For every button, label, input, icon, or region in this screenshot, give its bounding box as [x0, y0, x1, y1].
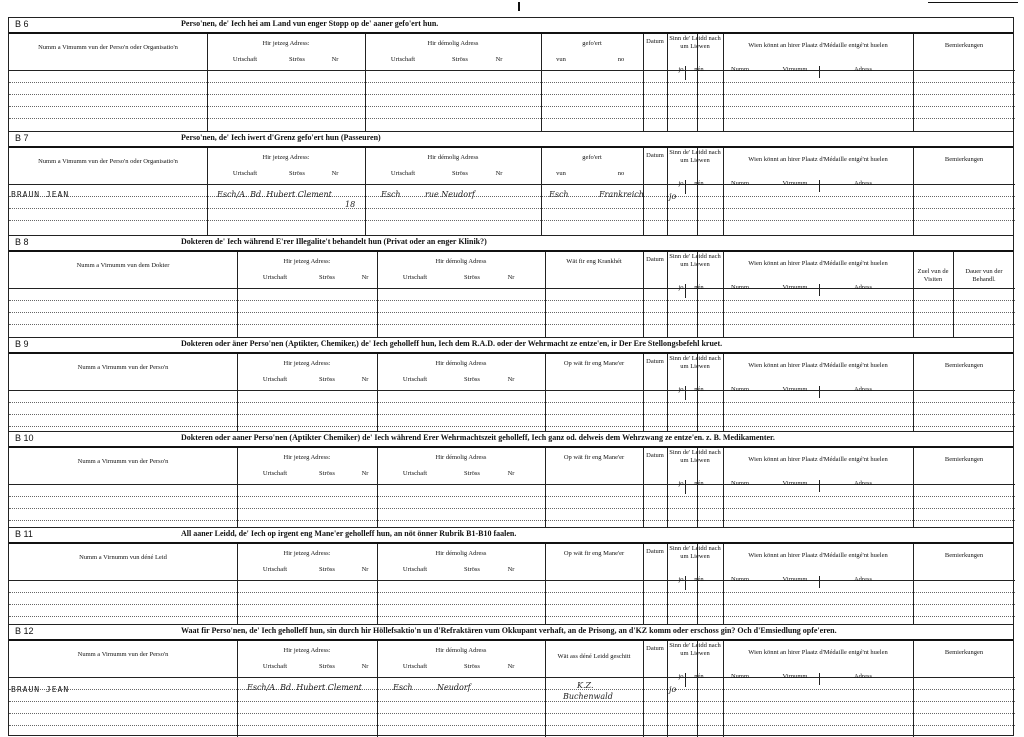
street-header: Ströss: [464, 376, 480, 383]
no-header: nén: [694, 673, 704, 680]
medal-divider: [819, 673, 820, 685]
medal-name-header: Numm: [730, 66, 750, 73]
entry-line: [9, 592, 1015, 593]
name-header: Numm a Virnumm vun der Perso'n: [77, 364, 169, 371]
medal-divider: [819, 480, 820, 492]
section-title: Waat fir Perso'nen, de' Iech geholleff hun, sin durch hir Höllefsaktio'n un d'Refraktären vum Okkupant verhaft, an de Prisong, an d'KZ komm oder erschoss gin? Och d'Emsiedlung opfe'eren.: [181, 626, 837, 635]
entry-line: [9, 414, 1015, 415]
handwritten-from: Esch: [549, 190, 569, 199]
entry-line: [9, 324, 1015, 325]
town-header: Urtschaft: [402, 274, 428, 281]
section-b6: [8, 17, 1014, 131]
nr-header: Nr: [331, 170, 339, 177]
suffered-header: Sinn de' Leidd nach um Liewen: [669, 545, 721, 560]
no-header: nén: [694, 180, 704, 187]
current-address-header: Hir jetzeg Adress:: [283, 258, 331, 265]
column-divider: [913, 252, 914, 338]
medal-address-header: Adress: [853, 673, 873, 680]
name-header: Numm a Virnumm vun der Perso'n: [77, 458, 169, 465]
town-header: Urtschaft: [262, 470, 288, 477]
medal-name-header: Numm: [730, 576, 750, 583]
entry-line: [9, 520, 1015, 521]
handwritten-yes: jo: [669, 685, 677, 694]
yes-header: jo: [678, 66, 684, 73]
suffered-header: Sinn de' Leidd nach um Liewen: [669, 355, 721, 370]
current-address-header: Hir jetzeg Adress:: [262, 40, 310, 47]
current-address-header: Hir jetzeg Adress:: [283, 647, 331, 654]
suffered-what-header: Wät ass déné Leidd geschitt: [557, 653, 631, 660]
former-address-header: Hir démolig Adress: [435, 360, 487, 367]
yes-header: jo: [678, 480, 684, 487]
remarks-header: Bemierkungen: [944, 42, 984, 49]
medal-header: Wien könnt an hirer Plaatz d'Médaille entgé'nt huelen: [748, 552, 888, 559]
handwritten-camp: K.Z.: [577, 681, 594, 690]
current-address-header: Hir jetzeg Adress:: [283, 454, 331, 461]
column-divider: [953, 252, 954, 338]
former-address-header: Hir démolig Adress: [435, 550, 487, 557]
handwritten-current-address: Esch/A. Bd. Hubert Clement: [247, 683, 362, 692]
medal-first-header: Virnumm: [782, 576, 808, 583]
nr-header: Nr: [507, 566, 515, 573]
yes-header: jo: [678, 284, 684, 291]
remarks-header: Bemierkungen: [944, 456, 984, 463]
remarks-header: Bemierkungen: [944, 362, 984, 369]
section-id: B 7: [15, 133, 29, 143]
handwritten-name: BRAUN JEAN: [11, 685, 70, 694]
no-header: nén: [694, 386, 704, 393]
medal-header: Wien könnt an hirer Plaatz d'Médaille entgé'nt huelen: [748, 260, 888, 267]
street-header: Ströss: [319, 470, 335, 477]
remarks-header: Bemierkungen: [944, 156, 984, 163]
town-header: Urtschaft: [402, 663, 428, 670]
no-header: nén: [694, 480, 704, 487]
handwritten-former-town: Esch: [381, 190, 401, 199]
suffered-header: Sinn de' Leidd nach um Liewen: [669, 35, 721, 50]
section-title-bar: [9, 132, 1013, 148]
medal-address-header: Adress: [853, 576, 873, 583]
former-address-header: Hir démolig Adress: [435, 258, 487, 265]
no-header: nén: [694, 576, 704, 583]
town-header: Urtschaft: [262, 274, 288, 281]
led-header: gefo'ert: [582, 40, 602, 47]
name-header: Numm a Vimumm vun der Perso'n oder Organisatio'n: [38, 158, 178, 165]
section-id: B 12: [15, 626, 34, 636]
medal-divider: [819, 386, 820, 398]
town-header: Urtschaft: [262, 376, 288, 383]
handwritten-camp-name: Buchenwald: [563, 692, 613, 701]
entry-line: [9, 689, 1015, 690]
section-b9: [8, 337, 1014, 431]
handwritten-to: Frankreich: [599, 190, 644, 199]
date-header: Datum: [646, 645, 664, 652]
name-header: Numm a Virnumm vun déné Leid: [79, 554, 167, 561]
visits-header: Zuel vun de Visiten: [917, 268, 949, 283]
entry-line: [9, 94, 1015, 95]
medal-address-header: Adress: [853, 66, 873, 73]
section-title: Perso'nen, de' Iech hei am Land vun enger Stopp op de' aaner gefo'ert hun.: [181, 19, 439, 28]
led-header: gefo'ert: [582, 154, 602, 161]
former-address-header: Hir démolig Adress: [435, 647, 487, 654]
handwritten-former-street: Neudorf: [437, 683, 471, 692]
street-header: Ströss: [319, 376, 335, 383]
section-title: Dokteren oder aaner Perso'nen (Aptikter Chemiker) de' Iech während Erer Wehrmachtszeit geholleff, Iech ganz od. delweis dem Wehrzwang ze entze'en. z. B. Medikamenter.: [181, 433, 775, 442]
medal-address-header: Adress: [853, 180, 873, 187]
former-address-header: Hir démolig Adress: [427, 154, 479, 161]
yes-header: jo: [678, 576, 684, 583]
duration-header: Dauer vun der Behandl.: [965, 268, 1003, 283]
medal-first-header: Virnumm: [782, 386, 808, 393]
town-header: Urtschaft: [402, 376, 428, 383]
section-id: B 6: [15, 19, 29, 29]
medal-address-header: Adress: [853, 386, 873, 393]
medal-header: Wien könnt an hirer Plaatz d'Médaille entgé'nt huelen: [748, 456, 888, 463]
medal-header: Wien könnt an hirer Plaatz d'Médaille entgé'nt huelen: [748, 649, 888, 656]
illness-header: Wät fir eng Krankhét: [566, 258, 622, 265]
nr-header: Nr: [507, 274, 515, 281]
entry-line: [9, 208, 1015, 209]
street-header: Ströss: [452, 170, 468, 177]
street-header: Ströss: [464, 470, 480, 477]
section-id: B 10: [15, 433, 34, 443]
entry-line: [9, 616, 1015, 617]
street-header: Ströss: [464, 566, 480, 573]
entry-line: [9, 312, 1015, 313]
column-divider: [643, 544, 644, 625]
street-header: Ströss: [464, 663, 480, 670]
date-header: Datum: [646, 358, 664, 365]
nr-header: Nr: [361, 274, 369, 281]
nr-header: Nr: [507, 470, 515, 477]
entry-line: [9, 713, 1015, 714]
date-header: Datum: [646, 256, 664, 263]
entry-line: [9, 196, 1015, 197]
medal-divider: [819, 180, 820, 192]
date-header: Datum: [646, 152, 664, 159]
medal-name-header: Numm: [730, 673, 750, 680]
section-title-bar: [9, 625, 1013, 641]
entry-line: [9, 426, 1015, 427]
column-divider: [643, 448, 644, 528]
entry-line: [9, 701, 1015, 702]
medal-first-header: Virnumm: [782, 180, 808, 187]
town-header: Urtschaft: [402, 470, 428, 477]
suffered-header: Sinn de' Leidd nach um Liewen: [669, 449, 721, 464]
street-header: Ströss: [319, 663, 335, 670]
section-title-bar: [9, 236, 1013, 252]
handwritten-former-street: rue Neudorf: [425, 190, 475, 199]
former-address-header: Hir démolig Adress: [427, 40, 479, 47]
to-header: no: [617, 56, 625, 63]
entry-line: [9, 508, 1015, 509]
yes-header: jo: [678, 673, 684, 680]
town-header: Urtschaft: [390, 170, 416, 177]
medal-name-header: Numm: [730, 386, 750, 393]
section-title: Dokteren de' Iech während E'rer Illegalite't behandelt hun (Privat oder an enger Klinik?): [181, 237, 487, 246]
entry-line: [9, 220, 1015, 221]
handwritten-current-address: Esch/A. Bd. Hubert Clement: [217, 190, 332, 199]
current-address-header: Hir jetzeg Adress:: [262, 154, 310, 161]
date-header: Datum: [646, 548, 664, 555]
yes-header: jo: [678, 180, 684, 187]
from-header: vun: [556, 56, 566, 63]
entry-line: [9, 604, 1015, 605]
name-header: Numm a Vimumm vun der Perso'n oder Organisatio'n: [38, 44, 178, 51]
no-header: nén: [694, 284, 704, 291]
town-header: Urtschaft: [390, 56, 416, 63]
medal-first-header: Virnumm: [782, 673, 808, 680]
section-title-bar: [9, 528, 1013, 544]
street-header: Ströss: [452, 56, 468, 63]
to-header: no: [617, 170, 625, 177]
section-b7: [8, 131, 1014, 235]
no-header: nén: [694, 66, 704, 73]
medal-name-header: Numm: [730, 180, 750, 187]
nr-header: Nr: [361, 376, 369, 383]
town-header: Urtschaft: [402, 566, 428, 573]
town-header: Urtschaft: [262, 566, 288, 573]
handwritten-yes: jo: [669, 192, 677, 201]
suffered-header: Sinn de' Leidd nach um Liewen: [669, 149, 721, 164]
medal-address-header: Adress: [853, 480, 873, 487]
medal-divider: [819, 66, 820, 78]
suffered-header: Sinn de' Leidd nach um Liewen: [669, 642, 721, 657]
former-address-header: Hir démolig Adress: [435, 454, 487, 461]
entry-line: [9, 106, 1015, 107]
date-header: Datum: [646, 38, 664, 45]
manner-header: Op wät fir eng Mane'er: [563, 360, 625, 367]
medal-first-header: Virnumm: [782, 284, 808, 291]
section-title-bar: [9, 432, 1013, 448]
street-header: Ströss: [464, 274, 480, 281]
section-title: Perso'nen, de' Iech iwert d'Grenz gefo'ert hun (Passeuren): [181, 133, 381, 142]
section-b8: [8, 235, 1014, 337]
entry-line: [9, 402, 1015, 403]
handwritten-former-town: Esch: [393, 683, 413, 692]
column-divider: [643, 252, 644, 338]
entry-line: [9, 82, 1015, 83]
handwritten-house-number: 18: [345, 200, 356, 209]
entry-line: [9, 725, 1015, 726]
nr-header: Nr: [507, 376, 515, 383]
nr-header: Nr: [331, 56, 339, 63]
town-header: Urtschaft: [262, 663, 288, 670]
nr-header: Nr: [361, 663, 369, 670]
section-id: B 11: [15, 529, 33, 539]
nr-header: Nr: [361, 566, 369, 573]
entry-line: [9, 496, 1015, 497]
yes-header: jo: [678, 386, 684, 393]
street-header: Ströss: [289, 56, 305, 63]
medal-divider: [819, 284, 820, 296]
nr-header: Nr: [495, 170, 503, 177]
section-b12: [8, 624, 1014, 736]
section-title: All aaner Leidd, de' Iech op irgent eng Mane'er geholleff hun, an nöt önner Rubrik B1-B10 faalen.: [181, 529, 517, 538]
remarks-header: Bemierkungen: [944, 552, 984, 559]
remarks-header: Bemierkungen: [944, 649, 984, 656]
name-header: Numm a Virnumm vun dem Dokter: [76, 262, 170, 269]
medal-first-header: Virnumm: [782, 480, 808, 487]
manner-header: Op wät fir eng Mane'er: [563, 454, 625, 461]
medal-divider: [819, 576, 820, 588]
page-mark: [518, 2, 520, 11]
entry-line: [9, 118, 1015, 119]
medal-header: Wien könnt an hirer Plaatz d'Médaille entgé'nt huelen: [748, 42, 888, 49]
suffered-header: Sinn de' Leidd nach um Liewen: [669, 253, 721, 268]
page-rule: [928, 2, 1018, 3]
nr-header: Nr: [507, 663, 515, 670]
manner-header: Op wät fir eng Mane'er: [563, 550, 625, 557]
street-header: Ströss: [319, 274, 335, 281]
street-header: Ströss: [289, 170, 305, 177]
from-header: vun: [556, 170, 566, 177]
medal-header: Wien könnt an hirer Plaatz d'Médaille entgé'nt huelen: [748, 362, 888, 369]
section-id: B 9: [15, 339, 29, 349]
handwritten-name: BRAUN JEAN: [11, 190, 70, 199]
town-header: Urtschaft: [232, 56, 258, 63]
street-header: Ströss: [319, 566, 335, 573]
medal-header: Wien könnt an hirer Plaatz d'Médaille entgé'nt huelen: [748, 156, 888, 163]
nr-header: Nr: [361, 470, 369, 477]
nr-header: Nr: [495, 56, 503, 63]
current-address-header: Hir jetzeg Adress:: [283, 360, 331, 367]
medal-name-header: Numm: [730, 284, 750, 291]
section-id: B 8: [15, 237, 29, 247]
section-b10: [8, 431, 1014, 527]
medal-address-header: Adress: [853, 284, 873, 291]
section-title-bar: [9, 18, 1013, 34]
date-header: Datum: [646, 452, 664, 459]
section-b11: [8, 527, 1014, 624]
current-address-header: Hir jetzeg Adress:: [283, 550, 331, 557]
town-header: Urtschaft: [232, 170, 258, 177]
medal-name-header: Numm: [730, 480, 750, 487]
section-title: Dokteren oder äner Perso'nen (Aptikter, Chemiker,) de' Iech geholleff hun, Iech dem R.A.D. oder der Wehrmacht ze entze'en, ir Der Ere Stellongsbefehl kruet.: [181, 339, 723, 348]
entry-line: [9, 300, 1015, 301]
name-header: Numm a Virnumm vun der Perso'n: [77, 651, 169, 658]
section-title-bar: [9, 338, 1013, 354]
medal-first-header: Virnumm: [782, 66, 808, 73]
